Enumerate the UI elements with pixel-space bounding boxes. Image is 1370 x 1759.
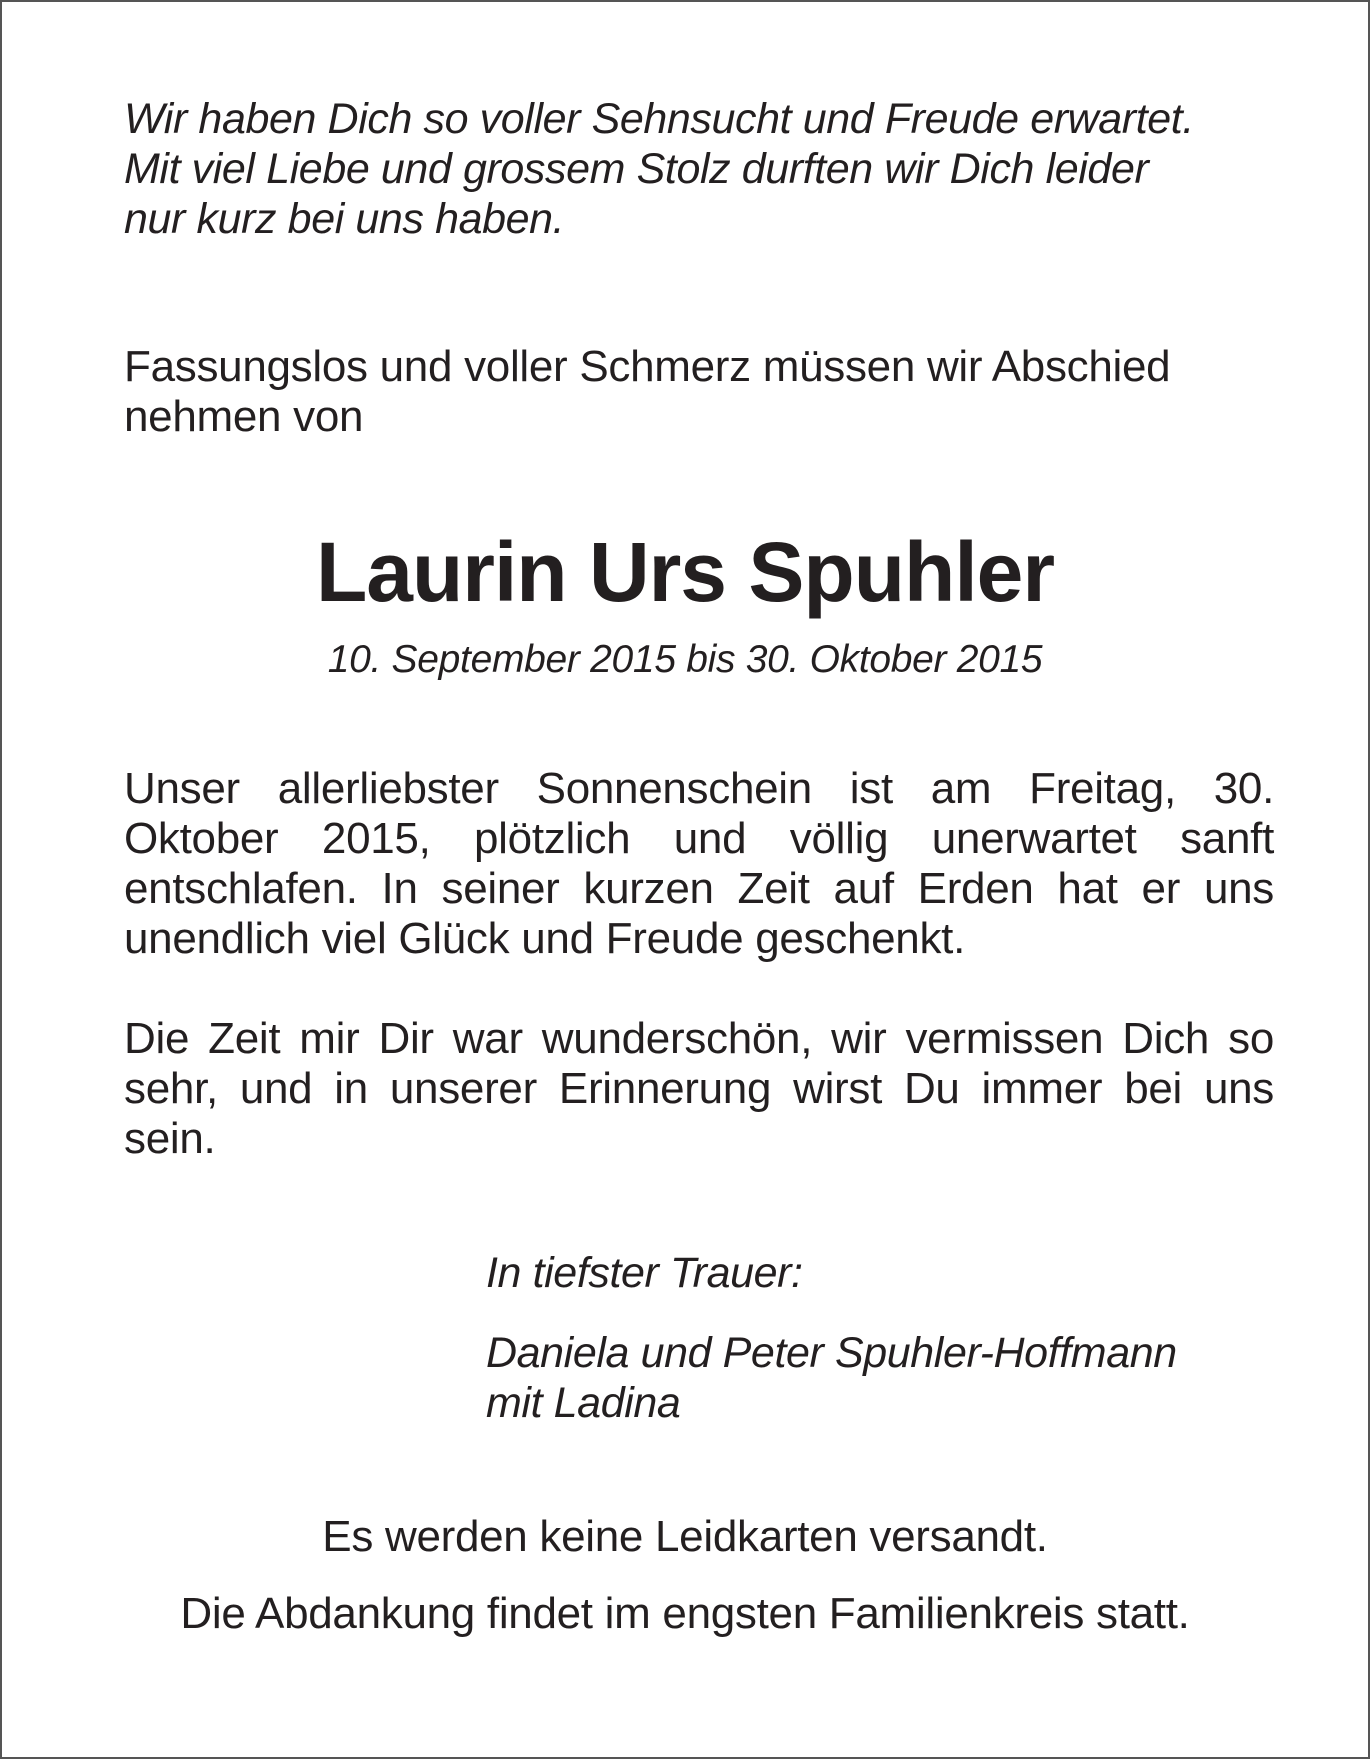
family-signature <box>486 1328 1177 1428</box>
notice-no-cards: Es werden keine Leidkarten versandt. <box>322 1512 1048 1561</box>
family-line: Daniela und Peter Spuhler-Hoffmann <box>486 1329 1177 1377</box>
family-line: mit Ladina <box>486 1379 681 1427</box>
lead-line: nehmen von <box>124 392 364 441</box>
life-dates: 10. September 2015 bis 30. Oktober 2015 <box>327 638 1043 681</box>
body-paragraph-1: Unser allerliebster Sonnenschein ist am Freitag, 30. Oktober 2015, plötzlich und völlig unerwartet sanft entschlafen. In seiner kurzen Zeit auf Erden hat er uns unendlich viel Glück und Freude geschenkt. <box>124 764 1274 963</box>
intro-line: Mit viel Liebe und grossem Stolz durften wir Dich leider <box>124 145 1149 193</box>
lead-line: Fassungslos und voller Schmerz müssen wir Abschied <box>124 342 1171 391</box>
lead-text <box>124 342 1274 442</box>
intro-line: nur kurz bei uns haben. <box>124 195 565 243</box>
intro-verse <box>124 94 1274 244</box>
notice-private-service: Die Abdankung findet im engsten Familienkreis statt. <box>180 1589 1190 1638</box>
deceased-name: Laurin Urs Spuhler <box>315 525 1055 619</box>
body-paragraph-2: Die Zeit mir Dir war wunderschön, wir vermissen Dich so sehr, und in unserer Erinnerung wirst Du immer bei uns sein. <box>124 1014 1274 1163</box>
signoff-heading: In tiefster Trauer: <box>486 1249 803 1297</box>
intro-line: Wir haben Dich so voller Sehnsucht und Freude erwartet. <box>124 95 1194 143</box>
